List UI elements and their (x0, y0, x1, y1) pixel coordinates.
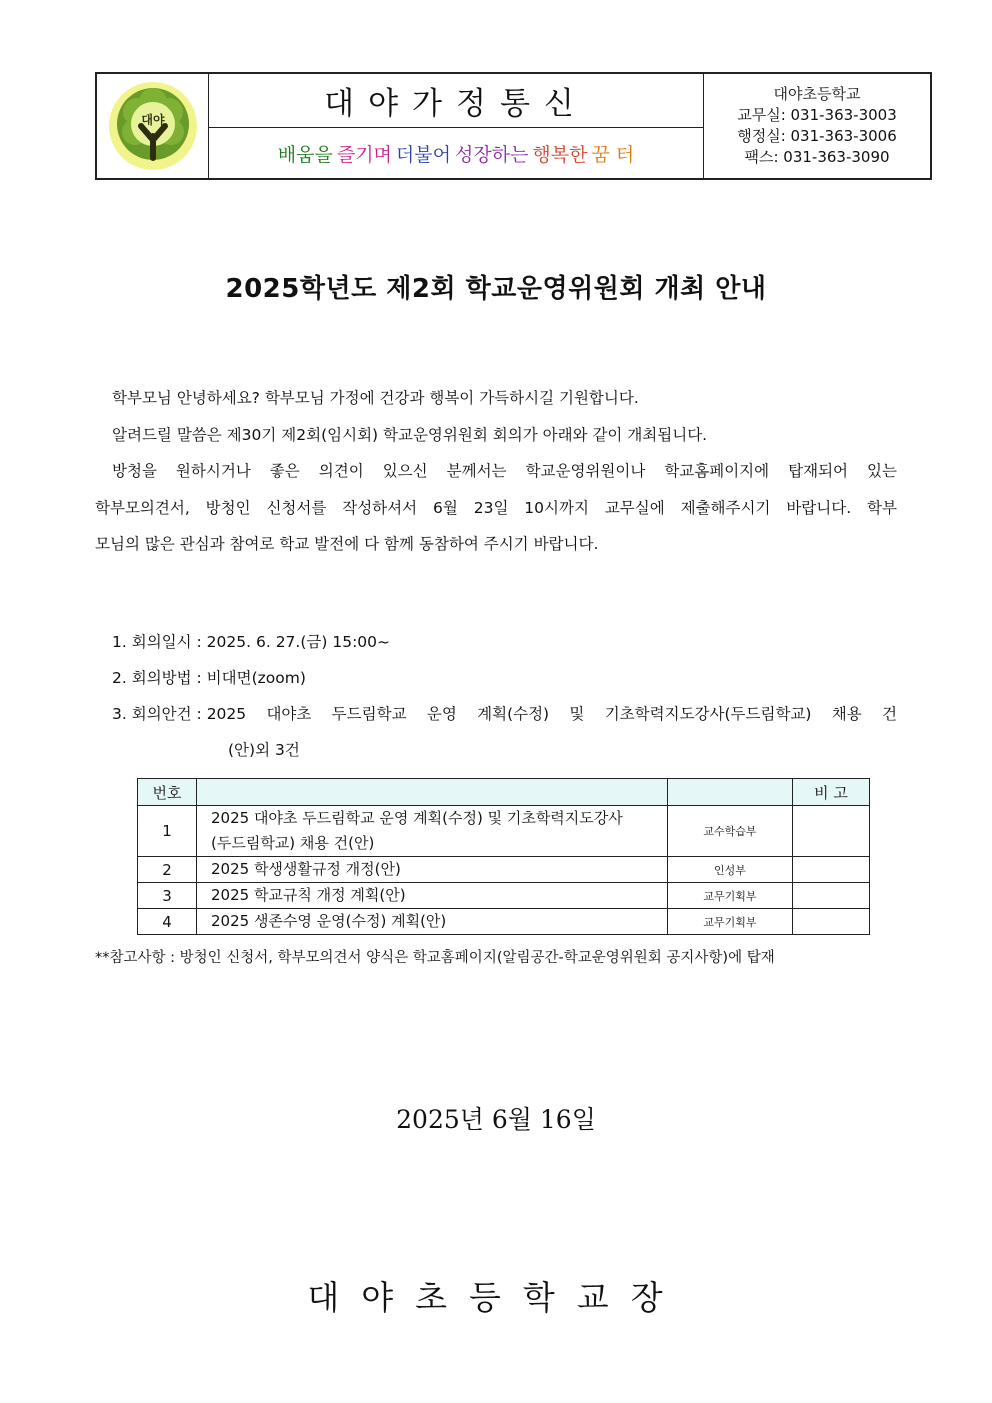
row-number: 4 (138, 909, 197, 935)
admin-phone: 행정실: 031-363-3006 (737, 127, 897, 145)
row-note (793, 909, 870, 935)
fax-number: 팩스: 031-363-3090 (744, 148, 890, 166)
slogan-word: 행복한 (532, 143, 588, 166)
row-number: 3 (138, 883, 197, 909)
issue-date: 2025년 6월 16일 (396, 1105, 596, 1134)
row-number: 2 (138, 857, 197, 883)
letter-body (95, 380, 897, 563)
slogan-word: 성장하는 (454, 143, 529, 166)
contact-info (704, 74, 930, 178)
column-header: 번호 (138, 779, 197, 806)
school-name: 대야초등학교 (773, 85, 861, 103)
principal-signature: 대야초등학교장 (307, 1278, 685, 1317)
table-row (138, 857, 870, 883)
table-row (138, 883, 870, 909)
row-description: 2025 학생생활규정 개정(안) (197, 857, 668, 883)
row-note (793, 883, 870, 909)
description-line: (두드림학교) 채용 건(안) (211, 834, 375, 852)
table-row (138, 806, 870, 857)
row-number: 1 (138, 806, 197, 857)
meeting-details (95, 624, 897, 768)
paragraph: 학부모의견서, 방청인 신청서를 작성하셔서 6월 23일 10시까지 교무실에 제출해주시기 바랍니다. 학부 (95, 498, 897, 517)
meeting-agenda (95, 696, 897, 732)
school-slogan (209, 128, 703, 178)
title-cell (209, 74, 704, 178)
column-header: 비 고 (793, 779, 870, 806)
agenda-continuation: (안)외 3건 (228, 741, 300, 759)
row-description: 2025 생존수영 운영(수정) 계획(안) (197, 909, 668, 935)
newsletter-header (95, 72, 932, 180)
paragraph: 알려드릴 말씀은 제30기 제2회(임시회) 학교운영위원회 회의가 아래와 같이 개최됩니다. (112, 425, 708, 444)
school-logo (97, 74, 209, 178)
slogan-word: 즐기며 (336, 143, 392, 166)
meeting-method: 2. 회의방법 : 비대면(zoom) (112, 669, 306, 687)
slogan-word: 더불어 (395, 143, 451, 166)
tree-logo-icon (107, 80, 199, 172)
row-description (197, 806, 668, 857)
table-row (138, 909, 870, 935)
newsletter-title: 대야가정통신 (209, 74, 703, 128)
row-department: 교무기획부 (668, 883, 793, 909)
paragraph: 모님의 많은 관심과 참여로 학교 발전에 다 함께 동참하여 주시기 바랍니다. (95, 535, 599, 553)
row-note (793, 806, 870, 857)
row-department: 교수학습부 (668, 806, 793, 857)
paragraph: 학부모님 안녕하세요? 학부모님 가정에 건강과 행복이 가득하시길 기원합니다. (112, 389, 639, 407)
agenda-label: 3. 회의안건 : (112, 705, 207, 723)
meeting-date: 1. 회의일시 : 2025. 6. 27.(금) 15:00~ (112, 633, 391, 651)
row-department: 교무기획부 (668, 909, 793, 935)
agenda-value: 2025 대야초 두드림학교 운영 계획(수정) 및 기초학력지도강사(두드림학교) 채용 건 (206, 705, 897, 723)
column-header (197, 779, 668, 806)
office-phone: 교무실: 031-363-3003 (737, 106, 897, 124)
slogan-word: 배움을 (277, 143, 333, 166)
column-header (668, 779, 793, 806)
paragraph: 방청을 원하시거나 좋은 의견이 있으신 분께서는 학교운영위원이나 학교홈페이지에 탑재되어 있는 (112, 462, 897, 480)
agenda-table (137, 778, 870, 935)
description-line: 2025 대야초 두드림학교 운영 계획(수정) 및 기초학력지도강사 (211, 809, 623, 827)
page-title: 2025학년도 제2회 학교운영위원회 개최 안내 (225, 274, 767, 304)
row-department: 인성부 (668, 857, 793, 883)
reference-note: **참고사항 : 방청인 신청서, 학부모의견서 양식은 학교홈페이지(알림공간-학교운영위원회 공지사항)에 탑재 (95, 950, 775, 966)
row-note (793, 857, 870, 883)
table-header-row (138, 779, 870, 806)
row-description: 2025 학교규칙 개정 계획(안) (197, 883, 668, 909)
slogan-word: 꿈 터 (591, 143, 635, 166)
logo-text: 대야 (140, 113, 165, 127)
